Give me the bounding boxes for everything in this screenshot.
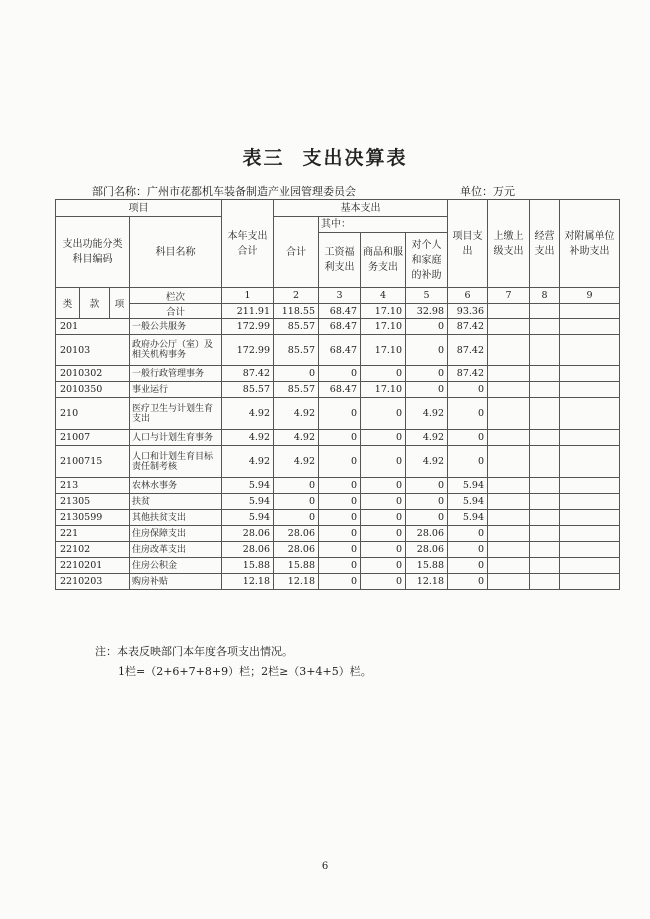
value-c6: 0 bbox=[448, 382, 488, 398]
function-code: 22102 bbox=[56, 542, 130, 558]
table-row bbox=[56, 478, 620, 494]
value-c7 bbox=[488, 526, 530, 542]
table-row bbox=[56, 366, 620, 382]
header-operating: 经营支出 bbox=[530, 200, 560, 288]
value-c1: 87.42 bbox=[222, 366, 274, 382]
value-c4: 0 bbox=[361, 430, 406, 446]
value-c6: 0 bbox=[448, 446, 488, 478]
header-item: 项目 bbox=[56, 200, 222, 217]
function-code: 20103 bbox=[56, 335, 130, 366]
value-c2: 85.57 bbox=[274, 319, 319, 335]
value-c1: 28.06 bbox=[222, 542, 274, 558]
value-c3: 0 bbox=[319, 398, 361, 430]
value-c6: 5.94 bbox=[448, 478, 488, 494]
column-formula-note: 1栏=（2+6+7+8+9）栏；2栏≥（3+4+5）栏。 bbox=[118, 665, 372, 678]
function-code: 210 bbox=[56, 398, 130, 430]
value-c1: 85.57 bbox=[222, 382, 274, 398]
value-c3: 0 bbox=[319, 558, 361, 574]
value-c1: 172.99 bbox=[222, 319, 274, 335]
value-c9 bbox=[560, 430, 620, 446]
value-c3: 68.47 bbox=[319, 319, 361, 335]
header-kuan: 款 bbox=[80, 288, 110, 319]
value-c5: 0 bbox=[406, 366, 448, 382]
value-c7 bbox=[488, 478, 530, 494]
value-c6: 0 bbox=[448, 558, 488, 574]
value-c2: 0 bbox=[274, 366, 319, 382]
value-c6: 0 bbox=[448, 574, 488, 590]
page-title: 表三 支出决算表 bbox=[242, 147, 408, 169]
value-c5: 15.88 bbox=[406, 558, 448, 574]
value-c1: 15.88 bbox=[222, 558, 274, 574]
value-c2: 4.92 bbox=[274, 398, 319, 430]
value-c4: 0 bbox=[361, 494, 406, 510]
function-code: 21007 bbox=[56, 430, 130, 446]
value-c3: 0 bbox=[319, 510, 361, 526]
value-c8 bbox=[530, 446, 560, 478]
table-row bbox=[56, 526, 620, 542]
header-lei: 类 bbox=[56, 288, 80, 319]
function-code: 213 bbox=[56, 478, 130, 494]
value-c2: 15.88 bbox=[274, 558, 319, 574]
header-goods: 商品和服务支出 bbox=[361, 233, 406, 288]
value-c5: 0 bbox=[406, 382, 448, 398]
value-c5: 0 bbox=[406, 494, 448, 510]
value-c2: 28.06 bbox=[274, 542, 319, 558]
col-number: 6 bbox=[448, 288, 488, 304]
subject-name: 住房公积金 bbox=[130, 558, 222, 574]
value-c7 bbox=[488, 319, 530, 335]
table-row bbox=[56, 558, 620, 574]
value-c7 bbox=[488, 335, 530, 366]
col-number: 2 bbox=[274, 288, 319, 304]
value-c3: 0 bbox=[319, 542, 361, 558]
total-c1: 211.91 bbox=[222, 304, 274, 319]
value-c3: 68.47 bbox=[319, 335, 361, 366]
table-row bbox=[56, 398, 620, 430]
value-c4: 0 bbox=[361, 366, 406, 382]
header-subsidy: 对附属单位补助支出 bbox=[560, 200, 620, 288]
value-c8 bbox=[530, 366, 560, 382]
value-c6: 5.94 bbox=[448, 494, 488, 510]
value-c2: 28.06 bbox=[274, 526, 319, 542]
subject-name: 购房补贴 bbox=[130, 574, 222, 590]
col-number: 1 bbox=[222, 288, 274, 304]
total-label: 合计 bbox=[130, 304, 222, 319]
value-c4: 17.10 bbox=[361, 382, 406, 398]
value-c4: 0 bbox=[361, 526, 406, 542]
expenditure-table bbox=[55, 199, 620, 590]
total-c5: 32.98 bbox=[406, 304, 448, 319]
function-code: 2010350 bbox=[56, 382, 130, 398]
value-c7 bbox=[488, 382, 530, 398]
subject-name: 住房改革支出 bbox=[130, 542, 222, 558]
function-code: 2130599 bbox=[56, 510, 130, 526]
value-c3: 0 bbox=[319, 430, 361, 446]
value-c1: 5.94 bbox=[222, 478, 274, 494]
value-c4: 0 bbox=[361, 478, 406, 494]
value-c6: 0 bbox=[448, 542, 488, 558]
total-c3: 68.47 bbox=[319, 304, 361, 319]
value-c4: 17.10 bbox=[361, 319, 406, 335]
value-c7 bbox=[488, 366, 530, 382]
value-c1: 5.94 bbox=[222, 494, 274, 510]
value-c8 bbox=[530, 526, 560, 542]
value-c3: 0 bbox=[319, 494, 361, 510]
value-c7 bbox=[488, 558, 530, 574]
value-c3: 0 bbox=[319, 478, 361, 494]
subject-name: 其他扶贫支出 bbox=[130, 510, 222, 526]
value-c4: 0 bbox=[361, 558, 406, 574]
header-xiang: 项 bbox=[110, 288, 130, 319]
value-c5: 4.92 bbox=[406, 446, 448, 478]
table-note: 注：本表反映部门本年度各项支出情况。 bbox=[95, 645, 293, 658]
value-c6: 0 bbox=[448, 526, 488, 542]
function-code: 2100715 bbox=[56, 446, 130, 478]
value-c5: 28.06 bbox=[406, 526, 448, 542]
subject-name: 住房保障支出 bbox=[130, 526, 222, 542]
value-c9 bbox=[560, 574, 620, 590]
value-c1: 4.92 bbox=[222, 430, 274, 446]
value-c2: 0 bbox=[274, 494, 319, 510]
value-c7 bbox=[488, 398, 530, 430]
subject-name: 医疗卫生与计划生育支出 bbox=[130, 398, 222, 430]
table-row bbox=[56, 446, 620, 478]
value-c5: 12.18 bbox=[406, 574, 448, 590]
value-c8 bbox=[530, 558, 560, 574]
value-c6: 87.42 bbox=[448, 366, 488, 382]
value-c9 bbox=[560, 366, 620, 382]
table-row bbox=[56, 430, 620, 446]
value-c8 bbox=[530, 319, 560, 335]
subject-name: 人口与计划生育事务 bbox=[130, 430, 222, 446]
table-row bbox=[56, 319, 620, 335]
value-c2: 85.57 bbox=[274, 335, 319, 366]
value-c1: 12.18 bbox=[222, 574, 274, 590]
col-number: 8 bbox=[530, 288, 560, 304]
value-c7 bbox=[488, 446, 530, 478]
function-code: 221 bbox=[56, 526, 130, 542]
value-c2: 4.92 bbox=[274, 430, 319, 446]
total-c2: 118.55 bbox=[274, 304, 319, 319]
value-c9 bbox=[560, 398, 620, 430]
value-c9 bbox=[560, 526, 620, 542]
table-row bbox=[56, 335, 620, 366]
subject-name: 一般公共服务 bbox=[130, 319, 222, 335]
header-func-code: 支出功能分类科目编码 bbox=[56, 217, 130, 288]
value-c9 bbox=[560, 558, 620, 574]
value-c1: 28.06 bbox=[222, 526, 274, 542]
value-c3: 0 bbox=[319, 574, 361, 590]
value-c7 bbox=[488, 542, 530, 558]
value-c3: 68.47 bbox=[319, 382, 361, 398]
function-code: 21305 bbox=[56, 494, 130, 510]
total-row bbox=[56, 304, 620, 319]
value-c9 bbox=[560, 494, 620, 510]
value-c5: 0 bbox=[406, 335, 448, 366]
subject-name: 农林水事务 bbox=[130, 478, 222, 494]
header-column-label: 栏次 bbox=[130, 288, 222, 304]
col-number: 4 bbox=[361, 288, 406, 304]
header-of-which: 其中： bbox=[319, 217, 448, 233]
value-c2: 0 bbox=[274, 510, 319, 526]
subject-name: 一般行政管理事务 bbox=[130, 366, 222, 382]
value-c1: 4.92 bbox=[222, 398, 274, 430]
value-c6: 87.42 bbox=[448, 335, 488, 366]
department-name: 部门名称：广州市花都机车装备制造产业园管理委员会 bbox=[92, 185, 356, 198]
header-project: 项目支出 bbox=[448, 200, 488, 288]
header-year-total: 本年支出合计 bbox=[222, 200, 274, 288]
value-c4: 0 bbox=[361, 542, 406, 558]
value-c9 bbox=[560, 382, 620, 398]
header-wage: 工资福利支出 bbox=[319, 233, 361, 288]
value-c8 bbox=[530, 478, 560, 494]
value-c4: 0 bbox=[361, 446, 406, 478]
table-row bbox=[56, 542, 620, 558]
value-c8 bbox=[530, 510, 560, 526]
subject-name: 政府办公厅（室）及相关机构事务 bbox=[130, 335, 222, 366]
table-row bbox=[56, 574, 620, 590]
value-c7 bbox=[488, 430, 530, 446]
value-c3: 0 bbox=[319, 446, 361, 478]
value-c6: 0 bbox=[448, 430, 488, 446]
value-c1: 172.99 bbox=[222, 335, 274, 366]
value-c2: 85.57 bbox=[274, 382, 319, 398]
subject-name: 扶贫 bbox=[130, 494, 222, 510]
value-c7 bbox=[488, 510, 530, 526]
value-c8 bbox=[530, 494, 560, 510]
value-c2: 0 bbox=[274, 478, 319, 494]
col-number: 3 bbox=[319, 288, 361, 304]
header-subtotal: 合计 bbox=[274, 217, 319, 288]
value-c7 bbox=[488, 574, 530, 590]
function-code: 2010302 bbox=[56, 366, 130, 382]
subject-name: 人口和计划生育目标责任制考核 bbox=[130, 446, 222, 478]
value-c8 bbox=[530, 430, 560, 446]
value-c9 bbox=[560, 335, 620, 366]
value-c1: 4.92 bbox=[222, 446, 274, 478]
value-c6: 5.94 bbox=[448, 510, 488, 526]
total-c8 bbox=[530, 304, 560, 319]
value-c7 bbox=[488, 494, 530, 510]
value-c9 bbox=[560, 319, 620, 335]
function-code: 2210203 bbox=[56, 574, 130, 590]
subject-name: 事业运行 bbox=[130, 382, 222, 398]
value-c9 bbox=[560, 446, 620, 478]
unit-label: 单位：万元 bbox=[460, 185, 515, 198]
value-c5: 4.92 bbox=[406, 398, 448, 430]
col-number: 9 bbox=[560, 288, 620, 304]
col-number: 5 bbox=[406, 288, 448, 304]
table-row bbox=[56, 382, 620, 398]
value-c8 bbox=[530, 335, 560, 366]
value-c3: 0 bbox=[319, 526, 361, 542]
total-c6: 93.36 bbox=[448, 304, 488, 319]
value-c2: 4.92 bbox=[274, 446, 319, 478]
value-c6: 0 bbox=[448, 398, 488, 430]
page-number: 6 bbox=[321, 861, 329, 872]
total-c4: 17.10 bbox=[361, 304, 406, 319]
value-c5: 0 bbox=[406, 478, 448, 494]
value-c6: 87.42 bbox=[448, 319, 488, 335]
value-c8 bbox=[530, 574, 560, 590]
value-c5: 4.92 bbox=[406, 430, 448, 446]
function-code: 2210201 bbox=[56, 558, 130, 574]
table-row bbox=[56, 510, 620, 526]
header-personal: 对个人和家庭的补助 bbox=[406, 233, 448, 288]
value-c8 bbox=[530, 382, 560, 398]
value-c4: 0 bbox=[361, 510, 406, 526]
value-c3: 0 bbox=[319, 366, 361, 382]
value-c9 bbox=[560, 542, 620, 558]
value-c5: 0 bbox=[406, 319, 448, 335]
value-c4: 0 bbox=[361, 398, 406, 430]
value-c1: 5.94 bbox=[222, 510, 274, 526]
total-c7 bbox=[488, 304, 530, 319]
header-upper: 上缴上级支出 bbox=[488, 200, 530, 288]
col-number: 7 bbox=[488, 288, 530, 304]
function-code: 201 bbox=[56, 319, 130, 335]
value-c5: 28.06 bbox=[406, 542, 448, 558]
value-c8 bbox=[530, 398, 560, 430]
value-c2: 12.18 bbox=[274, 574, 319, 590]
table-row bbox=[56, 494, 620, 510]
value-c4: 0 bbox=[361, 574, 406, 590]
total-c9 bbox=[560, 304, 620, 319]
value-c4: 17.10 bbox=[361, 335, 406, 366]
header-subject-name: 科目名称 bbox=[130, 217, 222, 288]
value-c5: 0 bbox=[406, 510, 448, 526]
header-basic: 基本支出 bbox=[274, 200, 448, 217]
value-c9 bbox=[560, 510, 620, 526]
value-c8 bbox=[530, 542, 560, 558]
value-c9 bbox=[560, 478, 620, 494]
